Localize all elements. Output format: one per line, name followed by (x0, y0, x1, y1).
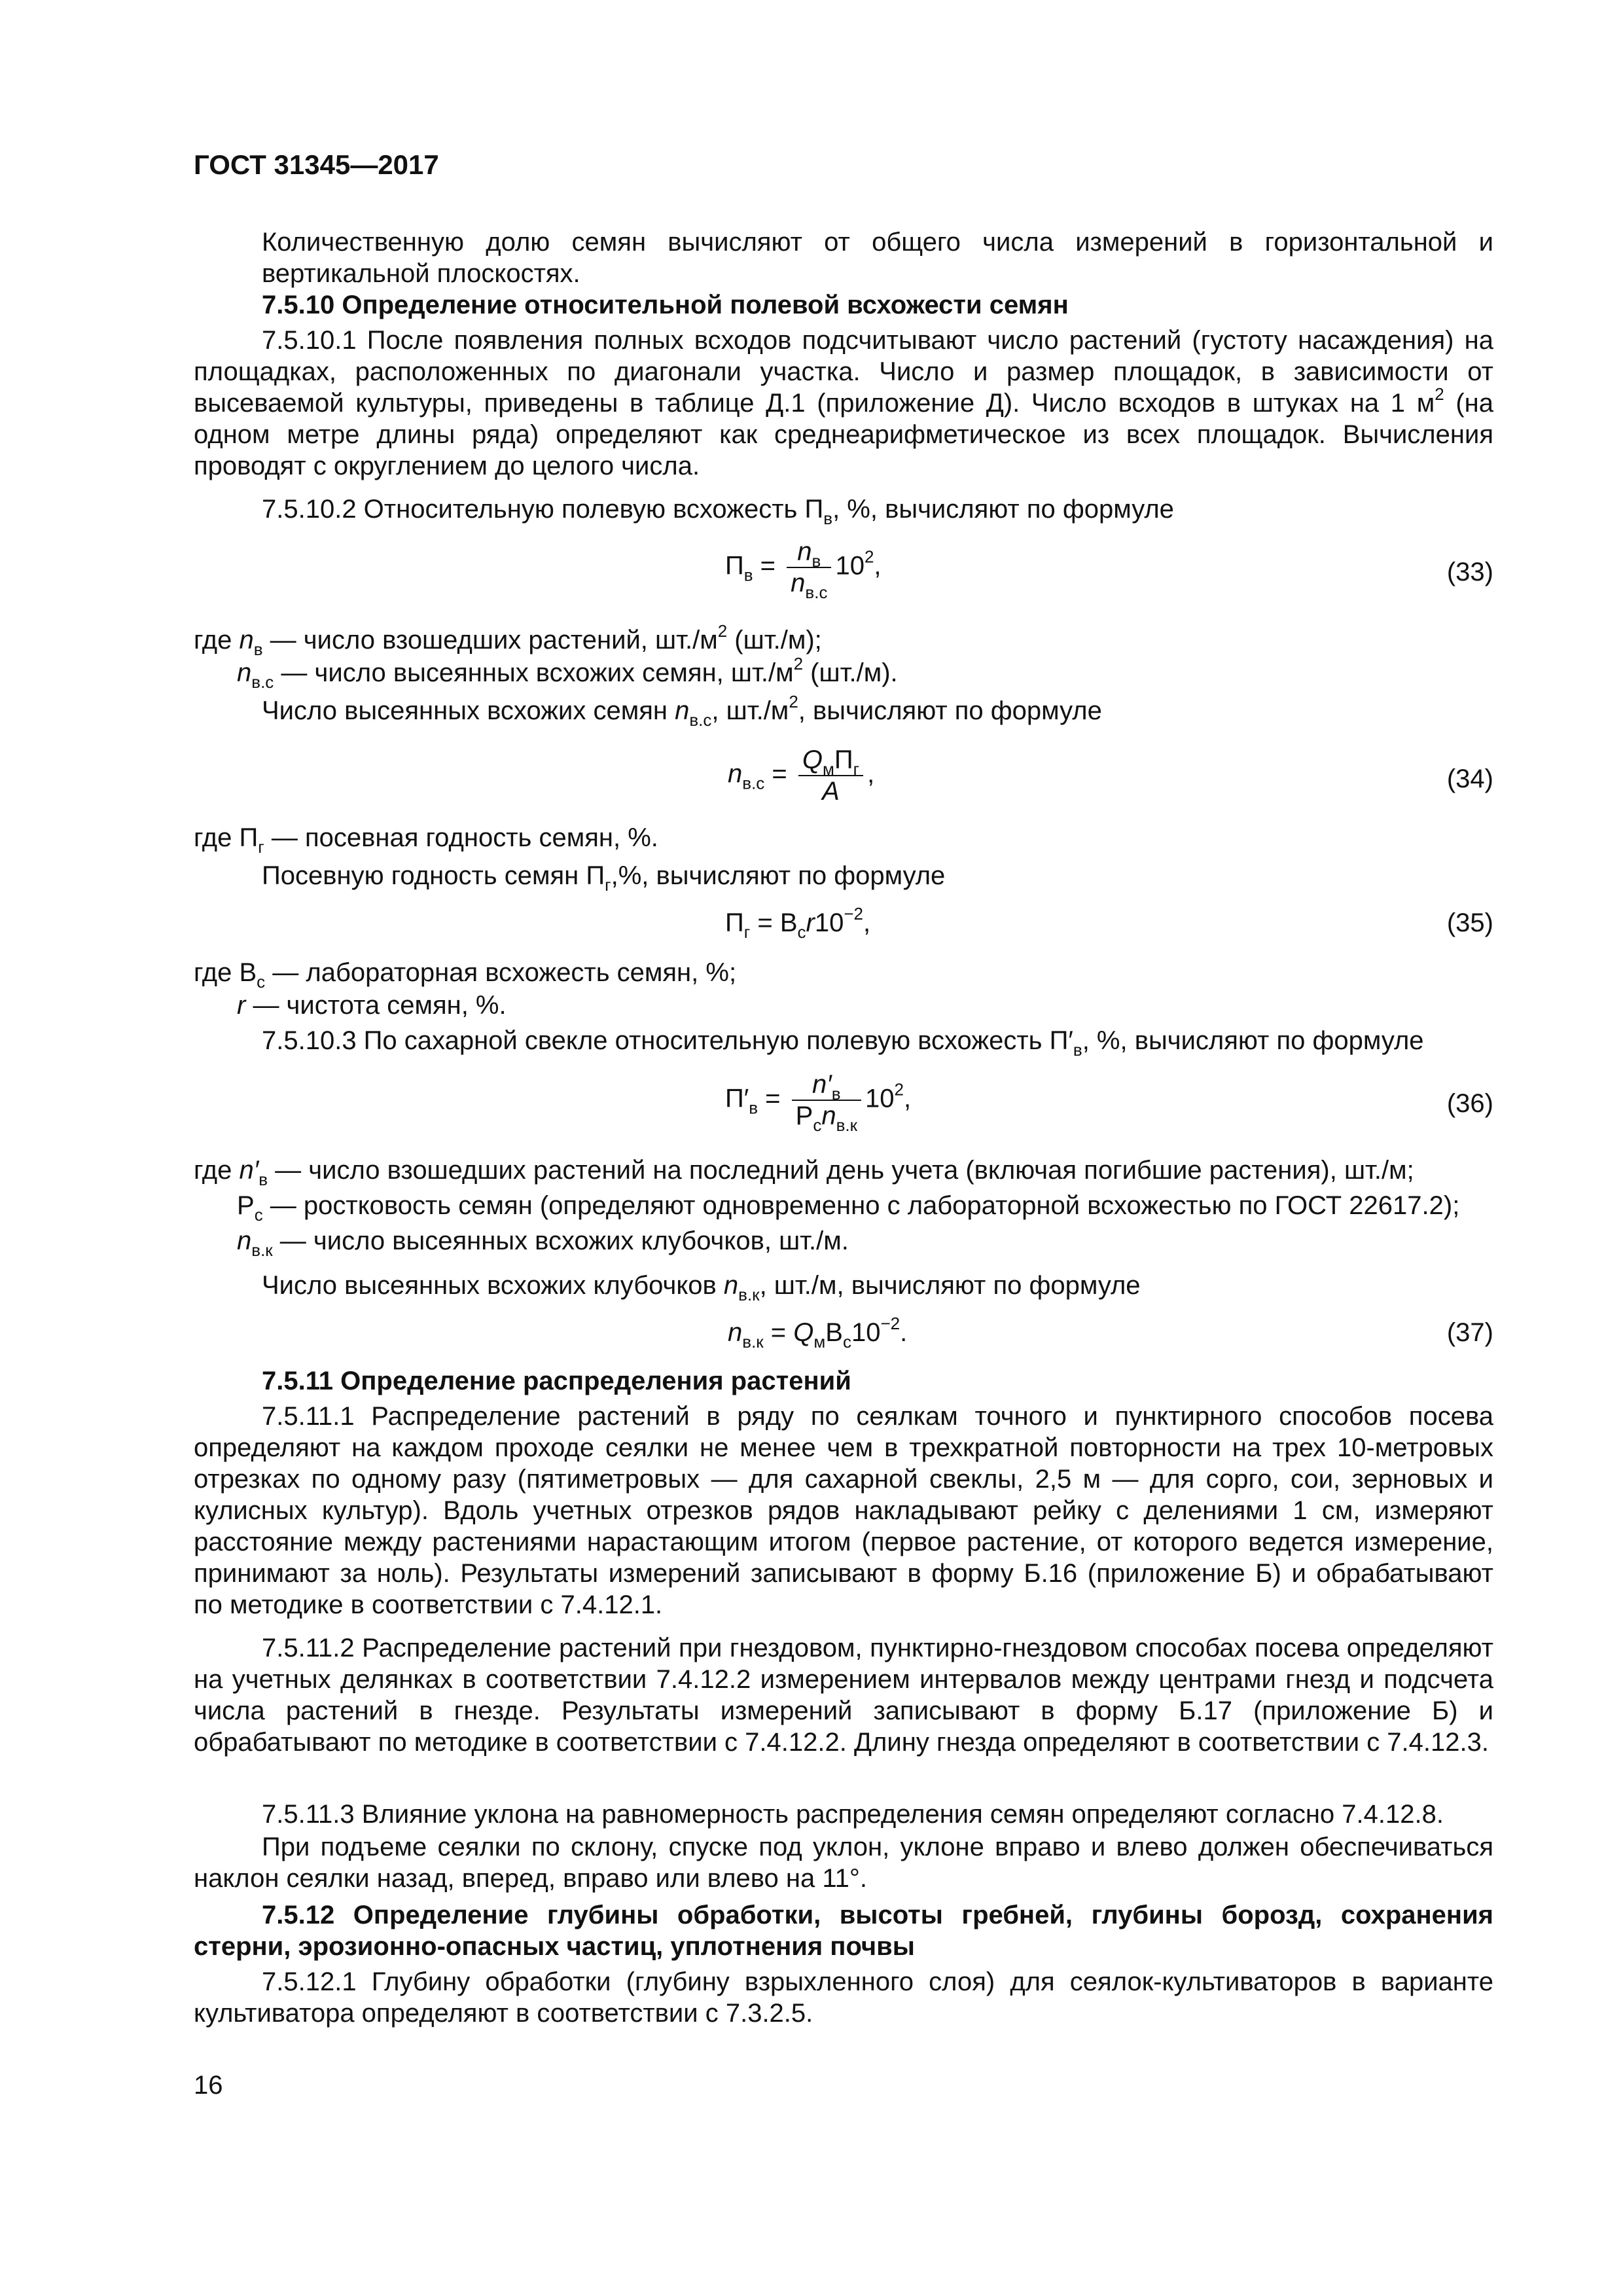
heading-7-5-12: 7.5.12 Определение глубины обработки, высоты гребней, глубины борозд, сохранения стерни, эрозионно-опасных частиц, уплотнения почвы (194, 1901, 1493, 1961)
paragraph-7-5-12-1: 7.5.12.1 Глубину обработки (глубину взрыхленного слоя) для сеялок-культиваторов в варианте культиватора определяют в соответствии с 7.3.2.5. (194, 1967, 1493, 2028)
where-36-a: где $n'_в$ — число взошедших растений на последний день учета (включая погибшие растения), шт./м; (194, 1156, 1414, 1189)
paragraph-7-5-10-1: 7.5.10.1 После появления полных всходов подсчитывают число растений (густоту насаждения) на площадках, расположенных по диагонали участка. Число и размер площадок, в зависимости от высеваемой культуры, приведены в таблице Д.1 (приложение Д). Число всходов в штуках на 1 $м^2$ (на одном метре длины ряда) определяют как среднеарифметическое из всех площадок. Вычисления проводят с округлением до целого числа. (194, 326, 1493, 480)
paragraph-7-5-10-3: 7.5.10.3 По сахарной свекле относительную полевую всхожесть $П'_в$, %, вычисляют по формуле (262, 1026, 1424, 1060)
formula-33-number: (33) (1446, 558, 1493, 586)
formula-34: $n_{в.с}$ = $\frac{Q_мП_г}{A}$ , (728, 745, 875, 806)
where-34: где $П_г$ — посевная годность семян, %. (194, 823, 658, 857)
formula-37: $n_{в.к} = Q_мВ_с10^{-2}$. (728, 1314, 908, 1352)
paragraph-nvs: Число высеянных всхожих семян $n_{в.с}$, $шт./м^2$, вычисляют по формуле (262, 692, 1102, 730)
paragraph-pg: Посевную годность семян $П_г,\%$, вычисляют по формуле (262, 861, 946, 895)
paragraph-nvk: Число высеянных всхожих клубочков $n_{в.к}$, шт./м, вычисляют по формуле (262, 1271, 1141, 1304)
formula-33: $П_в$ = $\frac{n_в}{n_{в.с}}$ $10^2$, (725, 537, 882, 602)
formula-35-number: (35) (1446, 908, 1493, 937)
paragraph-7-5-11-1: 7.5.11.1 Распределение растений в ряду по сеялкам точного и пунктирного способов посева определяют на каждом проходе сеялки не менее чем в трехкратной повторности на трех 10-метровых отрезках по одному разу (пятиметровых — для сахарной свеклы, 2,5 м — для сорго, сои, зерновых и кулисных культур). Вдоль учетных отрезков рядов накладывают рейку с делениями 1 см, измеряют расстояние между растениями нарастающим итогом (первое растение, от которого ведется измерение, принимают за ноль). Результаты измерений записывают в форму Б.16 (приложение Б) и обрабатывают по методике в соответствии с 7.4.12.1. (194, 1402, 1493, 1619)
where-33-b: $n_{в.с}$ — число высеянных всхожих семян, $шт./м^2$ (шт./м). (237, 654, 898, 692)
heading-7-5-10: 7.5.10 Определение относительной полевой всхожести семян (262, 291, 1069, 319)
formula-34-number: (34) (1446, 764, 1493, 793)
where-35-b: r — чистота семян, %. (237, 991, 507, 1020)
page-number: 16 (194, 2071, 223, 2100)
formula-36: $П'_в$ = $\frac{n'_в}{Р_сn_{в.к}}$ $10^2$, (725, 1070, 912, 1135)
where-36-c: $n_{в.к}$ — число высеянных всхожих клубочков, шт./м. (237, 1227, 849, 1260)
where-33-a: где $n_в$ — число взошедших растений, $шт./м^2$ (шт./м); (194, 621, 822, 659)
paragraph-7-5-11-3: 7.5.11.3 Влияние уклона на равномерность распределения семян определяют согласно 7.4.12.8. (262, 1800, 1444, 1829)
paragraph-7-5-10-2: 7.5.10.2 Относительную полевую всхожесть $П_в$, %, вычисляют по формуле (262, 495, 1174, 528)
formula-35: $П_г = В_сr10^{-2}$, (725, 904, 871, 942)
formula-37-number: (37) (1446, 1318, 1493, 1347)
paragraph-slope: При подъеме сеялки по склону, спуске под уклон, уклоне вправо и влево должен обеспечиваться наклон сеялки назад, вперед, вправо или влево на 11°. (194, 1833, 1493, 1893)
formula-36-number: (36) (1446, 1089, 1493, 1118)
heading-7-5-11: 7.5.11 Определение распределения растений (262, 1367, 851, 1395)
document-code: ГОСТ 31345—2017 (194, 149, 439, 180)
paragraph-intro: Количественную долю семян вычисляют от общего числа измерений в горизонтальной и вертикальной плоскостях. (262, 228, 1493, 288)
where-36-b: $Р_с$ — ростковость семян (определяют одновременно с лабораторной всхожестью по ГОСТ 22617.2); (237, 1191, 1460, 1225)
paragraph-7-5-11-2: 7.5.11.2 Распределение растений при гнездовом, пунктирно-гнездовом способах посева определяют на учетных делянках в соответствии 7.4.12.2 измерением интервалов между центрами гнезд и подсчета числа растений в гнезде. Результаты измерений записывают в форму Б.17 (приложение Б) и обрабатывают по методике в соответствии с 7.4.12.2. Длину гнезда определяют в соответствии с 7.4.12.3. (194, 1634, 1493, 1757)
where-35-a: где $В_с$ — лабораторная всхожесть семян, %; (194, 958, 737, 992)
